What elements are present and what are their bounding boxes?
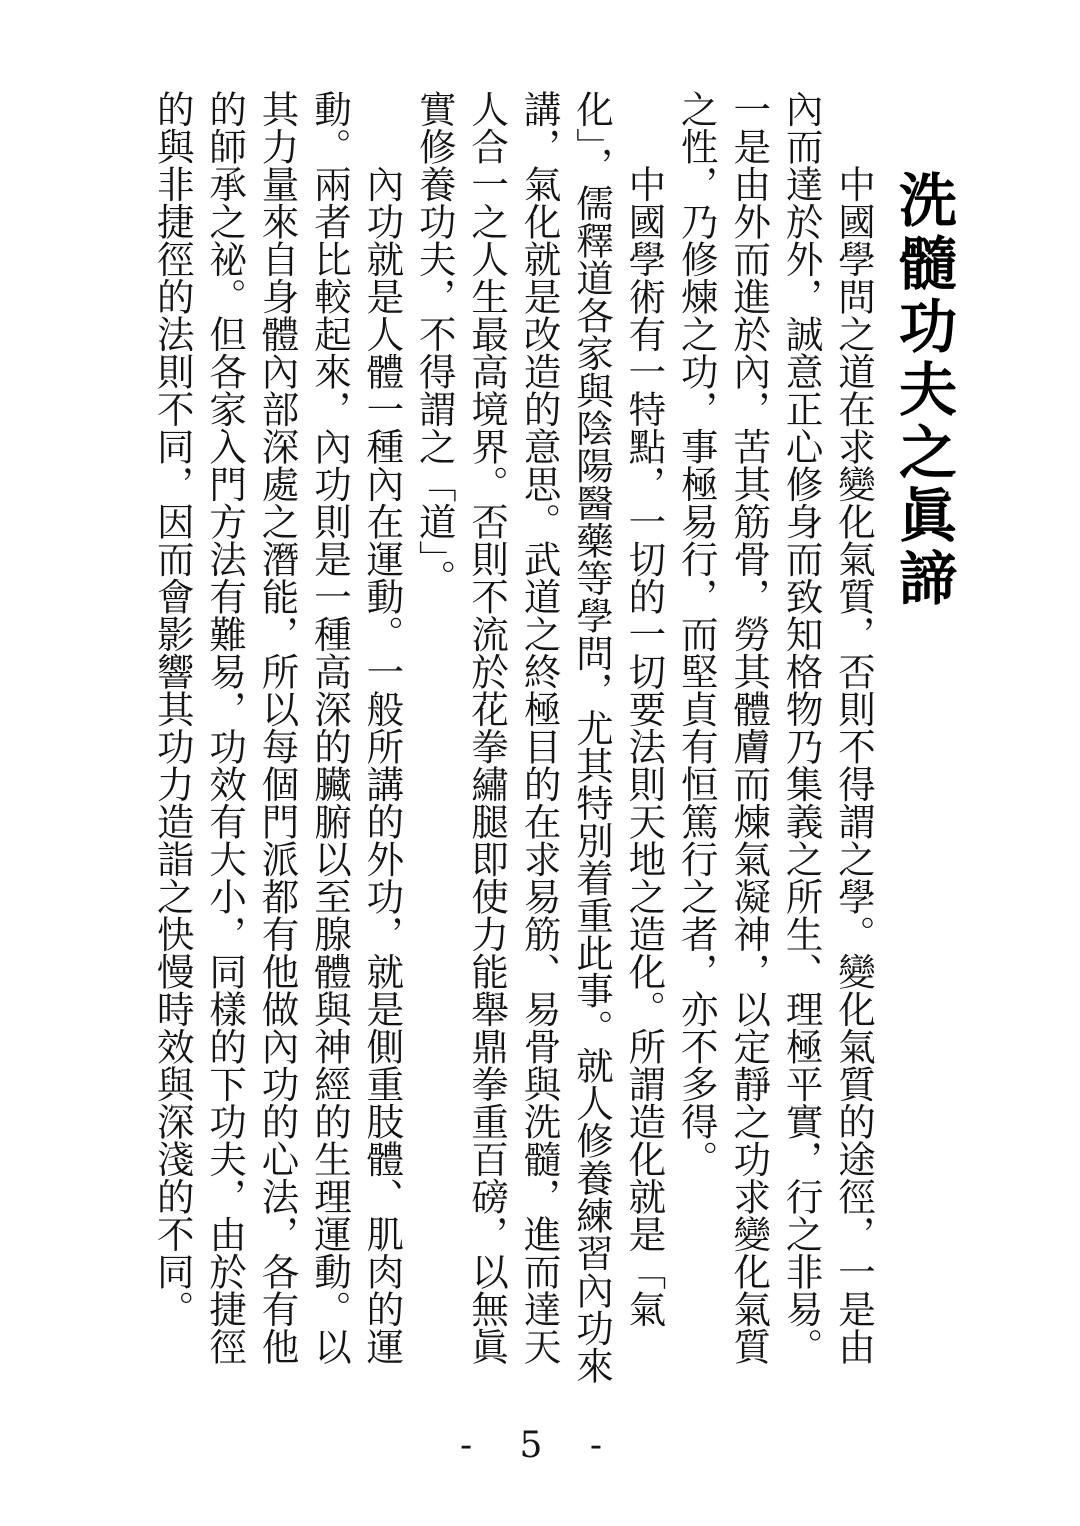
page-number: - 5 - [459,1425,621,1466]
page-title: 洗髓功夫之眞諦 [889,170,957,611]
paragraph-3: 內功就是人體一種內在運動。一般所講的外功，就是側重肢體、肌肉的運動。兩者比較起來，內功則是一種高深的臟腑以至腺體與神經的生理運動。以其力量來自身體內部深處之潛能，所以每個門派都有他做內功的心法，各有他的師承之祕。但各家入門方法有難易，功效有大小，同樣的下功夫，由於捷徑的與非捷徑的法則不同，因而會影響其功力造詣之快慢時效與深淺的不同。 [150,90,405,1365]
body-text [150,90,880,1400]
paragraph-2: 中國學術有一特點，一切的一切要法則天地之造化。所謂造化就是「氣化」，儒釋道各家與陰陽醫藥等學問，尤其特別着重此事。就人修養練習內功來講，氣化就是改造的意思。武道之終極目的在求易筋、易骨與洗髓，進而達天人合一之人生最高境界。否則不流於花拳繡腿即使力能舉鼎拳重百磅，以無眞實修養功夫，不得謂之「道」。 [412,90,667,1384]
paragraph-1: 中國學問之道在求變化氣質，否則不得謂之學。變化氣質的途徑，一是由內而達於外，誠意正心修身而致知格物乃集義之所生、理極平實，行之非易。一是由外而進於內，苦其筋骨，勞其體膚而煉氣凝神，以定靜之功求變化氣質之性，乃修煉之功，事極易行，而堅貞有恒篤行之者，亦不多得。 [674,90,876,1365]
